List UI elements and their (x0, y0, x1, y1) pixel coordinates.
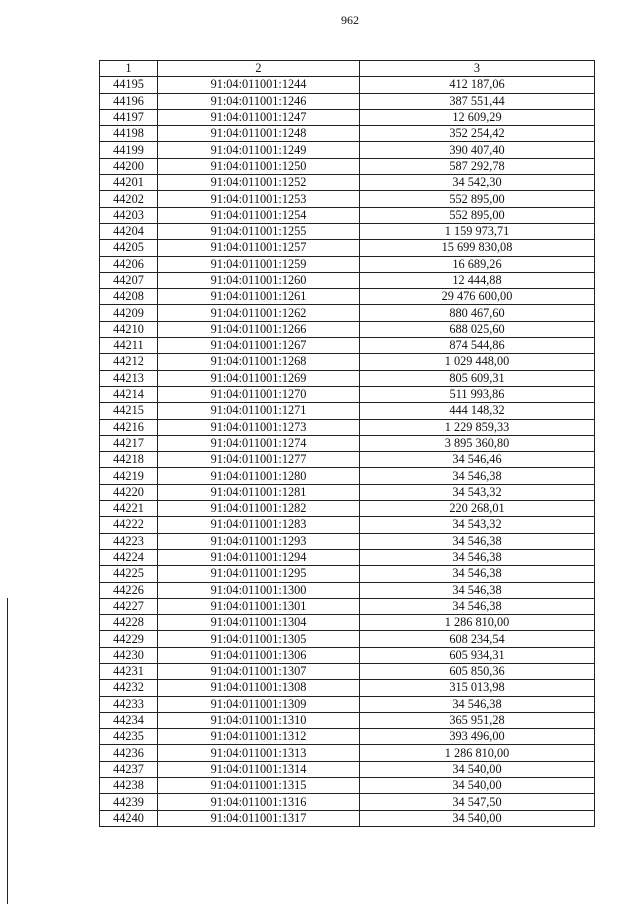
cadastral-number-cell: 91:04:011001:1246 (158, 93, 360, 109)
row-number-cell: 44215 (100, 403, 158, 419)
value-cell: 552 895,00 (360, 191, 595, 207)
row-number-cell: 44224 (100, 549, 158, 565)
table-row (100, 175, 595, 191)
table-row (100, 598, 595, 614)
row-number-cell: 44203 (100, 207, 158, 223)
row-number-cell: 44217 (100, 435, 158, 451)
row-number-cell: 44230 (100, 647, 158, 663)
table-row (100, 745, 595, 761)
cadastral-number-cell: 91:04:011001:1309 (158, 696, 360, 712)
row-number-cell: 44220 (100, 484, 158, 500)
cadastral-number-cell: 91:04:011001:1257 (158, 240, 360, 256)
row-number-cell: 44232 (100, 680, 158, 696)
value-cell: 805 609,31 (360, 370, 595, 386)
row-number-cell: 44210 (100, 321, 158, 337)
table-row (100, 517, 595, 533)
value-cell: 1 029 448,00 (360, 354, 595, 370)
value-cell: 1 286 810,00 (360, 745, 595, 761)
cadastral-number-cell: 91:04:011001:1273 (158, 419, 360, 435)
row-number-cell: 44202 (100, 191, 158, 207)
cadastral-number-cell: 91:04:011001:1305 (158, 631, 360, 647)
cadastral-number-cell: 91:04:011001:1280 (158, 468, 360, 484)
table-row (100, 403, 595, 419)
row-number-cell: 44239 (100, 794, 158, 810)
row-number-cell: 44204 (100, 223, 158, 239)
value-cell: 587 292,78 (360, 158, 595, 174)
row-number-cell: 44236 (100, 745, 158, 761)
value-cell: 412 187,06 (360, 77, 595, 93)
value-cell: 29 476 600,00 (360, 289, 595, 305)
cadastral-number-cell: 91:04:011001:1268 (158, 354, 360, 370)
cadastral-number-cell: 91:04:011001:1294 (158, 549, 360, 565)
cadastral-number-cell: 91:04:011001:1313 (158, 745, 360, 761)
cadastral-number-cell: 91:04:011001:1261 (158, 289, 360, 305)
row-number-cell: 44206 (100, 256, 158, 272)
row-number-cell: 44225 (100, 566, 158, 582)
row-number-cell: 44201 (100, 175, 158, 191)
value-cell: 444 148,32 (360, 403, 595, 419)
table-row (100, 338, 595, 354)
cadastral-number-cell: 91:04:011001:1301 (158, 598, 360, 614)
row-number-cell: 44207 (100, 272, 158, 288)
row-number-cell: 44197 (100, 109, 158, 125)
cadastral-number-cell: 91:04:011001:1249 (158, 142, 360, 158)
table-row (100, 680, 595, 696)
value-cell: 34 540,00 (360, 761, 595, 777)
value-cell: 220 268,01 (360, 501, 595, 517)
table-row (100, 272, 595, 288)
table-row (100, 778, 595, 794)
row-number-cell: 44226 (100, 582, 158, 598)
row-number-cell: 44216 (100, 419, 158, 435)
value-cell: 34 546,46 (360, 452, 595, 468)
row-number-cell: 44231 (100, 663, 158, 679)
cadastral-number-cell: 91:04:011001:1250 (158, 158, 360, 174)
value-cell: 3 895 360,80 (360, 435, 595, 451)
table-row (100, 240, 595, 256)
table-row (100, 419, 595, 435)
row-number-cell: 44198 (100, 126, 158, 142)
value-cell: 12 444,88 (360, 272, 595, 288)
table-header (100, 61, 595, 77)
value-cell: 16 689,26 (360, 256, 595, 272)
value-cell: 15 699 830,08 (360, 240, 595, 256)
table-row (100, 109, 595, 125)
cadastral-number-cell: 91:04:011001:1262 (158, 305, 360, 321)
table-row (100, 305, 595, 321)
cadastral-number-cell: 91:04:011001:1253 (158, 191, 360, 207)
table-row (100, 223, 595, 239)
header-row (100, 61, 595, 77)
cadastral-number-cell: 91:04:011001:1270 (158, 386, 360, 402)
table-row (100, 810, 595, 826)
row-number-cell: 44195 (100, 77, 158, 93)
row-number-cell: 44222 (100, 517, 158, 533)
table-row (100, 321, 595, 337)
registry-table (99, 60, 595, 827)
value-cell: 34 540,00 (360, 810, 595, 826)
row-number-cell: 44229 (100, 631, 158, 647)
cadastral-number-cell: 91:04:011001:1295 (158, 566, 360, 582)
row-number-cell: 44227 (100, 598, 158, 614)
value-cell: 874 544,86 (360, 338, 595, 354)
value-cell: 387 551,44 (360, 93, 595, 109)
table-row (100, 647, 595, 663)
value-cell: 688 025,60 (360, 321, 595, 337)
row-number-cell: 44200 (100, 158, 158, 174)
value-cell: 34 546,38 (360, 566, 595, 582)
margin-line (7, 598, 8, 904)
cadastral-number-cell: 91:04:011001:1269 (158, 370, 360, 386)
cadastral-number-cell: 91:04:011001:1248 (158, 126, 360, 142)
row-number-cell: 44235 (100, 729, 158, 745)
row-number-cell: 44211 (100, 338, 158, 354)
cadastral-number-cell: 91:04:011001:1307 (158, 663, 360, 679)
value-cell: 12 609,29 (360, 109, 595, 125)
table-row (100, 435, 595, 451)
value-cell: 390 407,40 (360, 142, 595, 158)
row-number-cell: 44208 (100, 289, 158, 305)
cadastral-number-cell: 91:04:011001:1247 (158, 109, 360, 125)
value-cell: 34 543,32 (360, 484, 595, 500)
cadastral-number-cell: 91:04:011001:1304 (158, 615, 360, 631)
table-row (100, 566, 595, 582)
value-cell: 1 229 859,33 (360, 419, 595, 435)
table-row (100, 729, 595, 745)
table-row (100, 484, 595, 500)
row-number-cell: 44233 (100, 696, 158, 712)
cadastral-number-cell: 91:04:011001:1277 (158, 452, 360, 468)
cadastral-number-cell: 91:04:011001:1300 (158, 582, 360, 598)
value-cell: 352 254,42 (360, 126, 595, 142)
table-row (100, 207, 595, 223)
table-row (100, 533, 595, 549)
table-row (100, 93, 595, 109)
table-row (100, 158, 595, 174)
value-cell: 34 543,32 (360, 517, 595, 533)
cadastral-number-cell: 91:04:011001:1306 (158, 647, 360, 663)
table-row (100, 191, 595, 207)
row-number-cell: 44209 (100, 305, 158, 321)
table-row (100, 615, 595, 631)
table-row (100, 501, 595, 517)
cadastral-number-cell: 91:04:011001:1252 (158, 175, 360, 191)
cadastral-number-cell: 91:04:011001:1315 (158, 778, 360, 794)
row-number-cell: 44212 (100, 354, 158, 370)
cadastral-number-cell: 91:04:011001:1281 (158, 484, 360, 500)
table-row (100, 631, 595, 647)
cadastral-number-cell: 91:04:011001:1314 (158, 761, 360, 777)
value-cell: 511 993,86 (360, 386, 595, 402)
table-row (100, 761, 595, 777)
cadastral-number-cell: 91:04:011001:1271 (158, 403, 360, 419)
value-cell: 34 546,38 (360, 696, 595, 712)
row-number-cell: 44214 (100, 386, 158, 402)
value-cell: 1 159 973,71 (360, 223, 595, 239)
cadastral-number-cell: 91:04:011001:1316 (158, 794, 360, 810)
table-row (100, 712, 595, 728)
cadastral-number-cell: 91:04:011001:1312 (158, 729, 360, 745)
table-row (100, 289, 595, 305)
table-body (100, 77, 595, 827)
table-row (100, 549, 595, 565)
value-cell: 365 951,28 (360, 712, 595, 728)
value-cell: 605 850,36 (360, 663, 595, 679)
cadastral-number-cell: 91:04:011001:1310 (158, 712, 360, 728)
row-number-cell: 44223 (100, 533, 158, 549)
table-row (100, 794, 595, 810)
row-number-cell: 44219 (100, 468, 158, 484)
value-cell: 393 496,00 (360, 729, 595, 745)
row-number-cell: 44218 (100, 452, 158, 468)
value-cell: 34 546,38 (360, 549, 595, 565)
cadastral-number-cell: 91:04:011001:1254 (158, 207, 360, 223)
table-row (100, 256, 595, 272)
value-cell: 608 234,54 (360, 631, 595, 647)
value-cell: 552 895,00 (360, 207, 595, 223)
page-number: 962 (341, 13, 359, 27)
cadastral-number-cell: 91:04:011001:1282 (158, 501, 360, 517)
row-number-cell: 44196 (100, 93, 158, 109)
value-cell: 34 546,38 (360, 598, 595, 614)
value-cell: 605 934,31 (360, 647, 595, 663)
column-header-2: 2 (158, 61, 360, 77)
table-row (100, 142, 595, 158)
row-number-cell: 44238 (100, 778, 158, 794)
cadastral-number-cell: 91:04:011001:1255 (158, 223, 360, 239)
table-row (100, 354, 595, 370)
value-cell: 34 546,38 (360, 582, 595, 598)
cadastral-number-cell: 91:04:011001:1293 (158, 533, 360, 549)
cadastral-number-cell: 91:04:011001:1266 (158, 321, 360, 337)
table-row (100, 582, 595, 598)
value-cell: 1 286 810,00 (360, 615, 595, 631)
cadastral-number-cell: 91:04:011001:1317 (158, 810, 360, 826)
cadastral-number-cell: 91:04:011001:1308 (158, 680, 360, 696)
row-number-cell: 44213 (100, 370, 158, 386)
row-number-cell: 44234 (100, 712, 158, 728)
table-row (100, 468, 595, 484)
row-number-cell: 44240 (100, 810, 158, 826)
table-row (100, 452, 595, 468)
value-cell: 34 546,38 (360, 468, 595, 484)
value-cell: 315 013,98 (360, 680, 595, 696)
row-number-cell: 44228 (100, 615, 158, 631)
row-number-cell: 44199 (100, 142, 158, 158)
row-number-cell: 44205 (100, 240, 158, 256)
cadastral-number-cell: 91:04:011001:1283 (158, 517, 360, 533)
table-row (100, 370, 595, 386)
row-number-cell: 44237 (100, 761, 158, 777)
value-cell: 34 547,50 (360, 794, 595, 810)
table-row (100, 77, 595, 93)
column-header-3: 3 (360, 61, 595, 77)
table-row (100, 663, 595, 679)
value-cell: 34 546,38 (360, 533, 595, 549)
value-cell: 880 467,60 (360, 305, 595, 321)
cadastral-number-cell: 91:04:011001:1274 (158, 435, 360, 451)
table-row (100, 126, 595, 142)
table-row (100, 696, 595, 712)
value-cell: 34 542,30 (360, 175, 595, 191)
row-number-cell: 44221 (100, 501, 158, 517)
table-row (100, 386, 595, 402)
cadastral-number-cell: 91:04:011001:1267 (158, 338, 360, 354)
cadastral-number-cell: 91:04:011001:1260 (158, 272, 360, 288)
cadastral-number-cell: 91:04:011001:1259 (158, 256, 360, 272)
value-cell: 34 540,00 (360, 778, 595, 794)
column-header-1: 1 (100, 61, 158, 77)
cadastral-number-cell: 91:04:011001:1244 (158, 77, 360, 93)
